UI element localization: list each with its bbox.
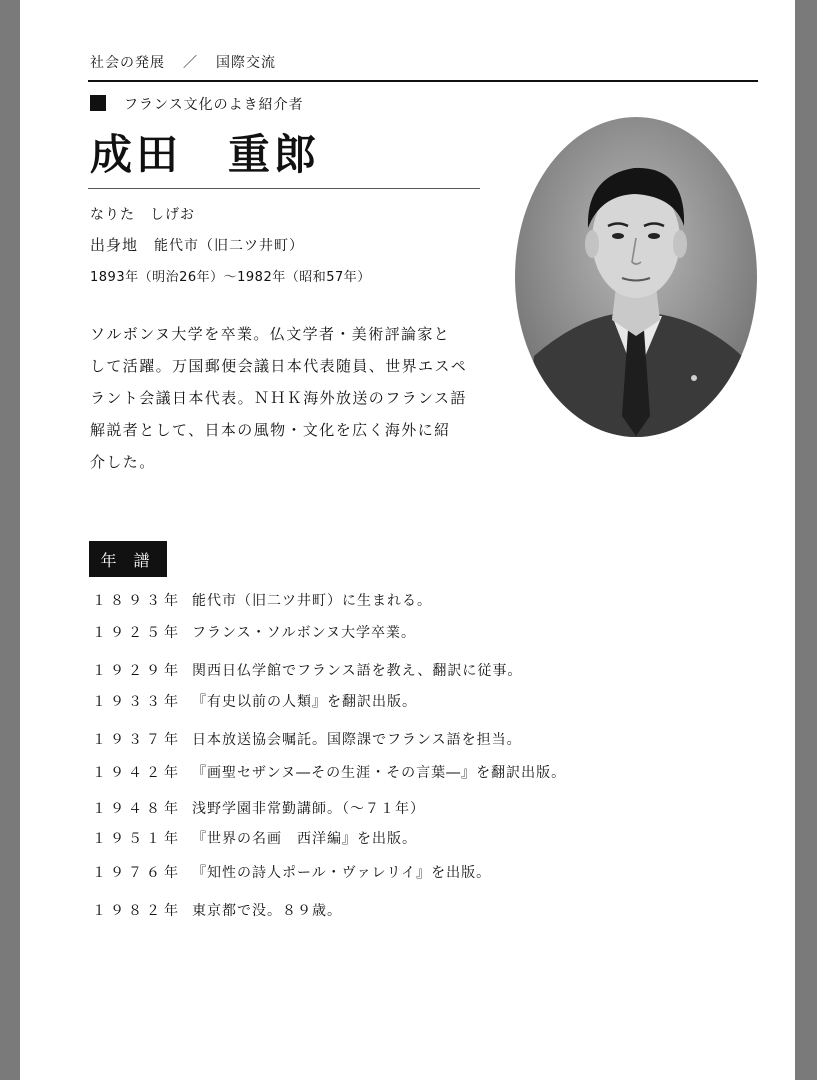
- chronology-year: １９４２年: [92, 765, 182, 781]
- person-name: 成田 重郎: [90, 130, 321, 179]
- chronology-label: 年 譜: [89, 541, 167, 577]
- chronology-year: １９５１年: [92, 831, 182, 847]
- bio-line: 解説者として、日本の風物・文化を広く海外に紹: [90, 421, 451, 439]
- chronology-row: [92, 798, 752, 828]
- chronology-event: 『知性の詩人ポール・ヴァレリイ』を出版。: [192, 865, 492, 881]
- bio-line: 介した。: [90, 453, 156, 471]
- biography: [90, 318, 490, 478]
- chronology-row: [92, 762, 752, 798]
- breadcrumb: [90, 52, 276, 72]
- chronology-event: 能代市（旧二ツ井町）に生まれる。: [192, 593, 432, 609]
- chronology-row: [92, 900, 752, 932]
- chronology-list: [92, 590, 752, 932]
- name-reading: なりた しげお: [90, 207, 195, 223]
- chronology-event: フランス・ソルボンヌ大学卒業。: [192, 625, 417, 641]
- document-page: [20, 0, 795, 1080]
- chronology-row: [92, 691, 752, 729]
- chronology-row: [92, 622, 752, 660]
- breadcrumb-topic: 国際交流: [216, 55, 276, 71]
- chronology-event: 東京都で没。８９歳。: [192, 903, 342, 919]
- chronology-event: 『有史以前の人類』を翻訳出版。: [192, 694, 417, 710]
- square-bullet-icon: [90, 95, 106, 111]
- chronology-year: １９３３年: [92, 694, 182, 710]
- bio-line: ソルボンヌ大学を卒業。仏文学者・美術評論家と: [90, 325, 451, 343]
- bio-line: ラント会議日本代表。ＮＨＫ海外放送のフランス語: [90, 389, 467, 407]
- chronology-year: １８９３年: [92, 593, 182, 609]
- chronology-event: 日本放送協会嘱託。国際課でフランス語を担当。: [192, 732, 522, 748]
- bio-line: して活躍。万国郵便会議日本代表随員、世界エスペ: [90, 357, 468, 375]
- breadcrumb-separator: ／: [183, 55, 198, 71]
- chronology-year: １９２９年: [92, 663, 182, 679]
- birthplace-value: 能代市（旧二ツ井町）: [154, 238, 305, 254]
- name-divider: [88, 188, 480, 189]
- header-rule: [88, 80, 758, 82]
- chronology-row: [92, 862, 752, 900]
- chronology-year: １９８２年: [92, 903, 182, 919]
- birthplace-row: [90, 234, 304, 255]
- breadcrumb-section: 社会の発展: [90, 55, 165, 71]
- chronology-row: [92, 828, 752, 862]
- chronology-event: 『画聖セザンヌ―その生涯・その言葉―』を翻訳出版。: [192, 765, 567, 781]
- category-heading: [90, 94, 304, 114]
- life-years: 1893年（明治26年）〜1982年（昭和57年）: [90, 270, 371, 285]
- chronology-event: 関西日仏学館でフランス語を教え、翻訳に従事。: [192, 663, 523, 679]
- chronology-year: １９７６年: [92, 865, 182, 881]
- chronology-row: [92, 590, 752, 622]
- birthplace-label: 出身地: [90, 236, 139, 254]
- chronology-row: [92, 729, 752, 762]
- chronology-year: １９２５年: [92, 625, 182, 641]
- chronology-year: １９４８年: [92, 801, 182, 817]
- chronology-event: 『世界の名画 西洋編』を出版。: [192, 831, 417, 847]
- category-label: フランス文化のよき紹介者: [124, 97, 304, 113]
- chronology-row: [92, 660, 752, 691]
- chronology-event: 浅野学園非常勤講師。（〜７１年）: [192, 801, 425, 817]
- portrait-photo: [514, 116, 758, 438]
- chronology-year: １９３７年: [92, 732, 182, 748]
